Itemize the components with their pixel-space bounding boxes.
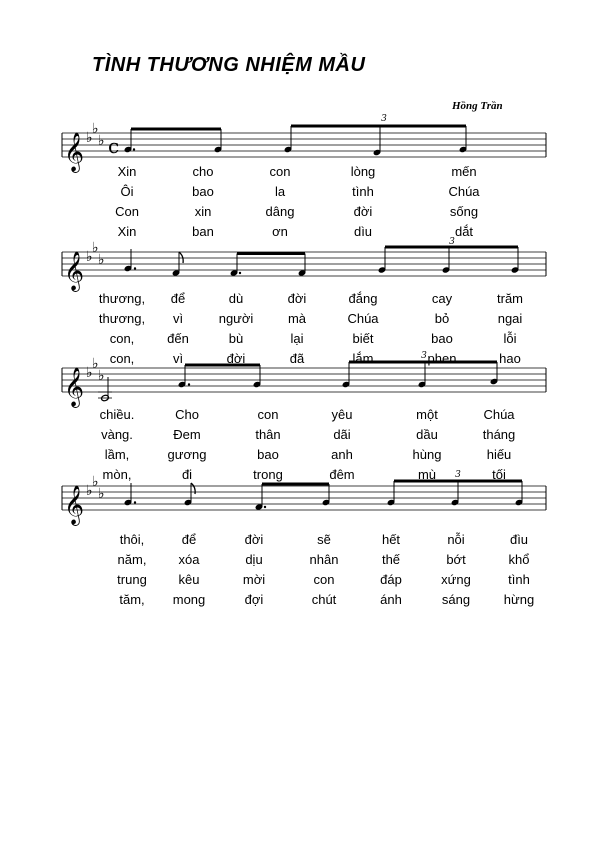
lyric-syllable: đêm (329, 467, 355, 482)
lyric-syllable: nhân (309, 552, 339, 567)
lyric-syllable: lầm, (104, 447, 130, 462)
lyric-syllable: thế (381, 552, 401, 567)
lyric-syllable: con, (109, 331, 135, 346)
lyric-syllable: dắt (454, 224, 474, 239)
lyric-syllable: con (313, 572, 335, 587)
lyric-syllable: mến (451, 164, 477, 179)
augmentation-dot (134, 501, 136, 503)
treble-clef-icon: 𝄞 (64, 251, 85, 291)
treble-clef-icon: 𝄞 (64, 367, 85, 407)
flat-icon: ♭ (92, 240, 99, 256)
lyric-syllable: dầu (416, 427, 438, 442)
lyric-syllable: tháng (482, 427, 516, 442)
lyric-syllable: cho (192, 164, 214, 179)
augmentation-dot (188, 383, 190, 385)
lyric-syllable: la (274, 184, 286, 199)
lyric-syllable: lại (290, 331, 304, 346)
lyric-syllable: thân (255, 427, 281, 442)
lyric-syllable: hết (381, 532, 401, 547)
lyric-syllable: tình (352, 184, 374, 199)
lyric-syllable: mù (417, 467, 437, 482)
triplet-number: 3 (455, 470, 461, 480)
lyric-syllable: đã (289, 351, 305, 366)
lyric-syllable: yêu (331, 407, 353, 422)
augmentation-dot (239, 272, 241, 274)
lyric-syllable: đời (287, 291, 307, 306)
flat-icon: ♭ (92, 474, 99, 490)
lyric-syllable: Xin (117, 224, 137, 239)
treble-clef-icon: 𝄞 (64, 132, 85, 172)
flat-icon: ♭ (86, 483, 93, 499)
lyric-syllable: trăm (497, 291, 523, 306)
lyric-syllable: đi (181, 467, 193, 482)
lyric-syllable: Con (115, 204, 139, 219)
flat-icon: ♭ (98, 252, 105, 268)
triplet-number: 3 (381, 114, 387, 124)
lyric-syllable: khổ (508, 552, 530, 567)
treble-clef-icon: 𝄞 (64, 485, 85, 525)
lyric-syllable: đìu (509, 532, 529, 547)
lyric-syllable: mong (172, 592, 206, 607)
lyric-syllable: cay (431, 291, 453, 306)
flat-icon: ♭ (86, 365, 93, 381)
lyric-syllable: trung (117, 572, 147, 587)
lyric-syllable: đời (244, 532, 264, 547)
composer-name: Hồng Trần (452, 100, 503, 112)
lyric-syllable: tình (508, 572, 530, 587)
lyric-syllable: mà (287, 311, 307, 326)
lyric-syllable: dịu (245, 552, 263, 567)
lyric-syllable: xóa (178, 552, 200, 567)
lyric-syllable: tăm, (119, 592, 145, 607)
lyric-syllable: chút (311, 592, 337, 607)
lyric-syllable: năm, (117, 552, 147, 567)
lyric-syllable: đắng (348, 291, 378, 306)
augmentation-dot (134, 267, 136, 269)
lyric-syllable: thương, (98, 291, 146, 306)
lyric-syllable: Chúa (347, 311, 379, 326)
lyric-syllable: một (416, 407, 438, 422)
lyric-syllable: kêu (178, 572, 200, 587)
lyric-syllable: vàng. (101, 427, 133, 442)
lyric-syllable: đợi (244, 592, 264, 607)
flat-icon: ♭ (92, 121, 99, 137)
lyric-syllable: đến (167, 331, 189, 346)
lyric-syllable: thôi, (119, 532, 145, 547)
flat-icon: ♭ (98, 133, 105, 149)
flat-icon: ♭ (92, 356, 99, 372)
lyric-syllable: lỗi (503, 331, 517, 346)
triplet-number: 3 (449, 237, 455, 247)
lyric-syllable: sẽ (317, 532, 331, 547)
lyric-syllable: lòng (350, 164, 376, 179)
lyric-syllable: trong (253, 467, 283, 482)
lyric-syllable: ban (192, 224, 214, 239)
flat-icon: ♭ (86, 130, 93, 146)
lyric-syllable: sáng (441, 592, 471, 607)
lyric-syllable: để (181, 532, 197, 547)
lyric-syllable: dìu (353, 224, 373, 239)
lyric-syllable: Xin (117, 164, 137, 179)
lyric-syllable: dù (228, 291, 244, 306)
lyric-syllable: phen (427, 351, 457, 366)
lyric-syllable: bớt (446, 552, 466, 567)
lyric-syllable: đời (353, 204, 373, 219)
lyric-syllable: dâng (265, 204, 295, 219)
augmentation-dot (264, 506, 266, 508)
lyric-syllable: hừng (503, 592, 535, 607)
lyric-syllable: bỏ (434, 311, 450, 326)
lyric-syllable: con (257, 407, 279, 422)
lyric-syllable: xứng (441, 572, 471, 587)
lyric-syllable: lắm (352, 351, 374, 366)
lyric-syllable: hiếu (486, 447, 512, 462)
lyric-syllable: gương (167, 447, 207, 462)
song-title: TÌNH THƯƠNG NHIỆM MẦU (92, 54, 366, 76)
lyric-syllable: xin (194, 204, 212, 219)
lyric-syllable: biết (352, 331, 374, 346)
lyric-syllable: mòn, (102, 467, 132, 482)
lyric-syllable: Cho (175, 407, 199, 422)
lyric-syllable: Chúa (483, 407, 515, 422)
lyric-syllable: đáp (380, 572, 402, 587)
lyric-syllable: chiều. (99, 407, 135, 422)
eighth-flag (179, 252, 183, 263)
lyric-syllable: bao (192, 184, 214, 199)
lyric-syllable: thương, (98, 311, 146, 326)
lyric-syllable: vì (172, 311, 184, 326)
lyric-syllable: hao (499, 351, 521, 366)
lyric-syllable: người (218, 311, 254, 326)
lyric-syllable: dãi (333, 427, 351, 442)
lyric-syllable: nỗi (447, 532, 465, 547)
lyric-syllable: mời (242, 572, 266, 587)
lyric-syllable: bao (257, 447, 279, 462)
lyric-syllable: hùng (412, 447, 442, 462)
lyric-syllable: anh (331, 447, 353, 462)
lyric-syllable: Chúa (448, 184, 480, 199)
lyric-syllable: Đem (173, 427, 201, 442)
augmentation-dot (133, 148, 135, 150)
lyric-syllable: tối (492, 467, 506, 482)
lyric-syllable: sống (449, 204, 479, 219)
lyric-syllable: đời (226, 351, 246, 366)
lyric-syllable: ơn (272, 224, 288, 239)
flat-icon: ♭ (98, 368, 105, 384)
triplet-number: 3 (421, 351, 427, 361)
flat-icon: ♭ (86, 249, 93, 265)
lyric-syllable: vì (172, 351, 184, 366)
flat-icon: ♭ (98, 486, 105, 502)
lyric-syllable: bao (431, 331, 453, 346)
lyric-syllable: con (269, 164, 291, 179)
lyric-syllable: Ôi (120, 184, 134, 199)
lyric-syllable: bù (228, 331, 244, 346)
lyric-syllable: con, (109, 351, 135, 366)
lyric-syllable: để (170, 291, 186, 306)
lyric-syllable: ngai (497, 311, 523, 326)
common-time-icon: c (108, 134, 120, 158)
lyric-syllable: ánh (380, 592, 402, 607)
